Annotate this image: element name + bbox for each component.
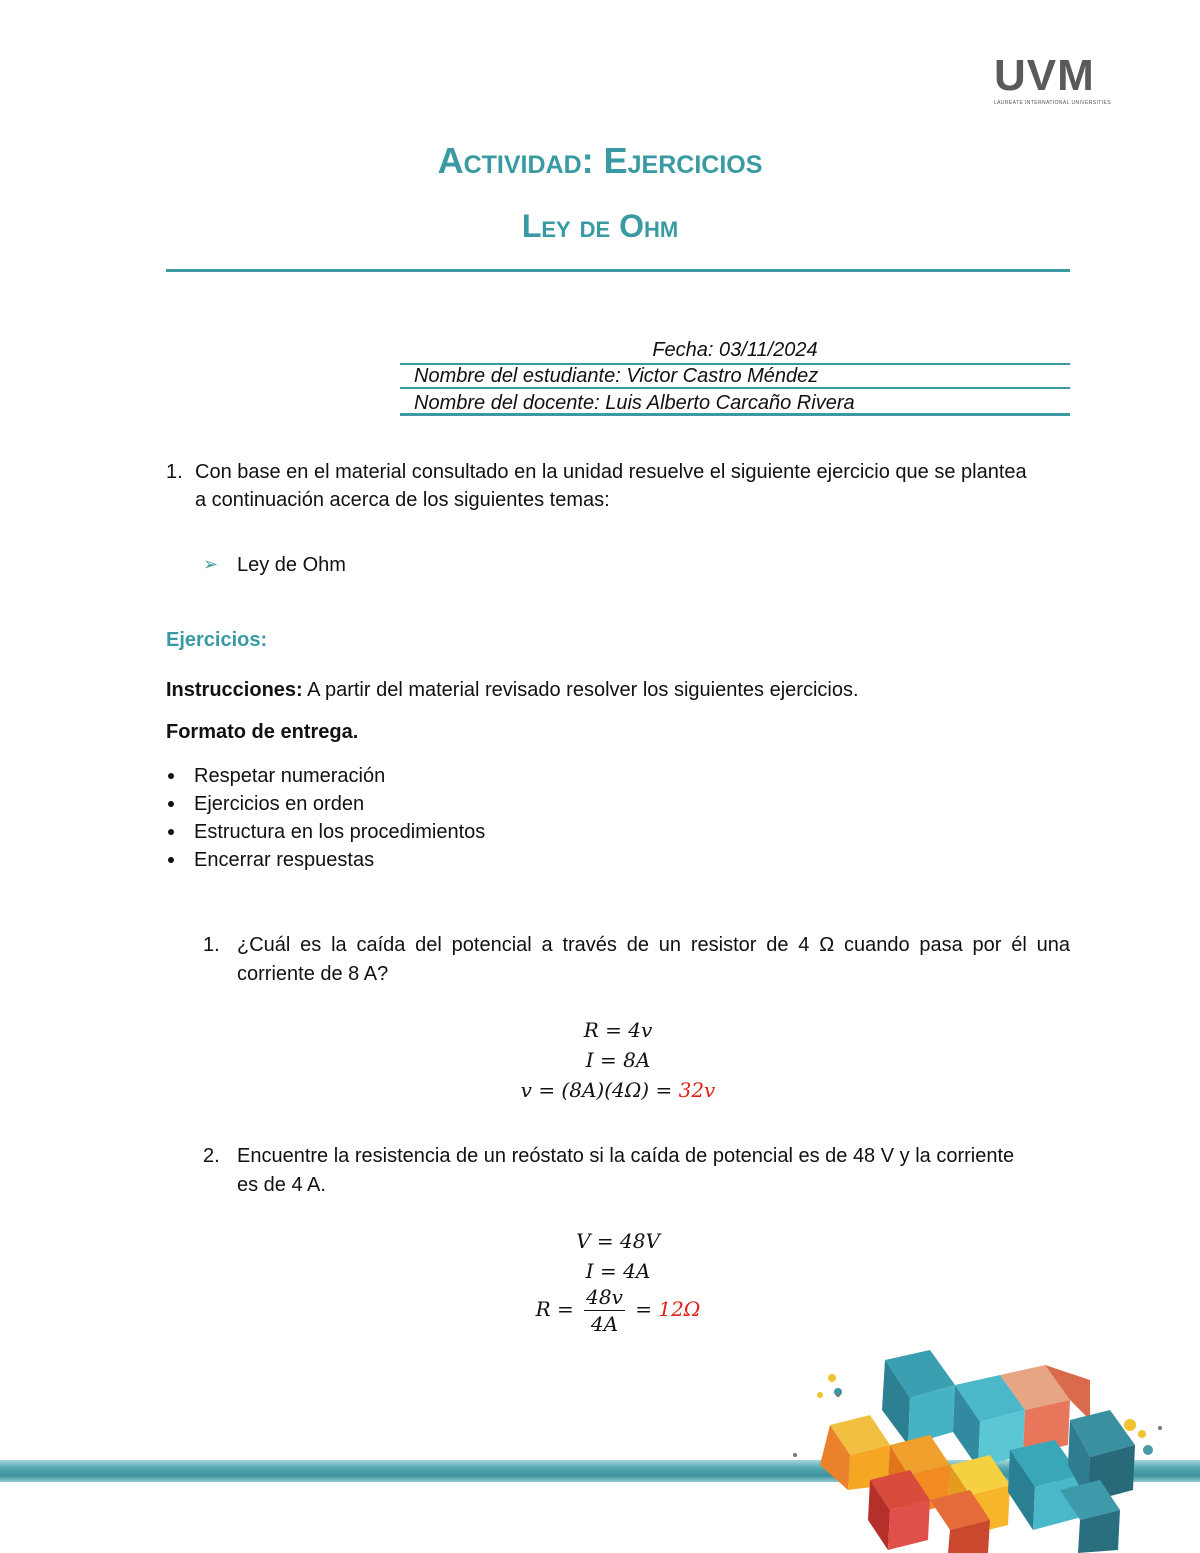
problem-2-eq-3 — [0, 1284, 1200, 1337]
page-title: Actividad: Ejercicios — [437, 140, 763, 181]
problem-2-eq-1: V = 48V — [576, 1229, 660, 1253]
problem-2-eq-2: I = 4A — [585, 1259, 651, 1283]
page-subtitle: Ley de Ohm — [521, 208, 679, 244]
problem-1-line-1: ¿Cuál es la caída del potencial a través de un resistor de 4 Ω cuando pasa por él una — [237, 934, 1070, 956]
instructions-label: Instrucciones: — [166, 679, 303, 701]
teacher-name-field: Nombre del docente: Luis Alberto Carcaño Rivera — [400, 391, 1070, 416]
problem-1-eq-1: R = 4v — [583, 1018, 653, 1042]
problem-1-line-2: corriente de 8 A? — [237, 963, 389, 985]
problem-2-answer: 12Ω — [658, 1297, 701, 1321]
instructions-text: A partir del material revisado resolver los siguientes ejercicios. — [302, 679, 859, 701]
intro-number: 1. — [166, 461, 183, 483]
exercises-heading: Ejercicios: — [166, 629, 268, 651]
problem-2-number: 2. — [203, 1145, 220, 1167]
arrow-bullet-icon: ➢ — [203, 554, 219, 574]
problem-2-line-2: es de 4 A. — [237, 1174, 326, 1196]
fraction-denominator: 4A — [590, 1312, 619, 1336]
bullet-icon — [168, 773, 174, 779]
problem-2-line-1: Encuentre la resistencia de un reóstato si la caída de potencial es de 48 V y la corriente — [237, 1145, 1015, 1167]
problem-2-eq-3-equals: = — [628, 1297, 659, 1321]
bullet-icon — [168, 829, 174, 835]
problem-2-eq-3-left: R = — [535, 1297, 581, 1321]
uvm-logo — [994, 51, 1126, 106]
date-field: Fecha: 03/11/2024 — [400, 338, 1070, 365]
decorative-cubes-icon — [790, 1340, 1200, 1553]
instructions — [166, 676, 859, 704]
bullet-icon — [168, 857, 174, 863]
problem-1-eq-2: I = 8A — [585, 1048, 651, 1072]
intro-line-1: Con base en el material consultado en la unidad resuelve el siguiente ejercicio que se plantea — [195, 461, 1027, 483]
problem-1-eq-3 — [0, 1078, 1200, 1102]
problem-1-eq-3-expr: v = (8A)(4Ω) = — [520, 1078, 679, 1102]
format-heading: Formato de entrega. — [166, 721, 359, 743]
logo-tagline: LAUREATE INTERNATIONAL UNIVERSITIES — [994, 100, 1111, 106]
bullet-icon — [168, 801, 174, 807]
intro-line-2: a continuación acerca de los siguientes temas: — [195, 489, 610, 511]
problem-1-number: 1. — [203, 934, 220, 956]
fraction-numerator: 48v — [586, 1285, 623, 1309]
logo-name: UVM — [994, 51, 1095, 100]
student-name-field: Nombre del estudiante: Victor Castro Méndez — [400, 364, 1070, 389]
problem-1-answer: 32v — [678, 1078, 716, 1102]
topic-item: Ley de Ohm — [237, 554, 346, 576]
title-divider — [166, 269, 1070, 272]
problem-2-fraction — [584, 1284, 625, 1337]
